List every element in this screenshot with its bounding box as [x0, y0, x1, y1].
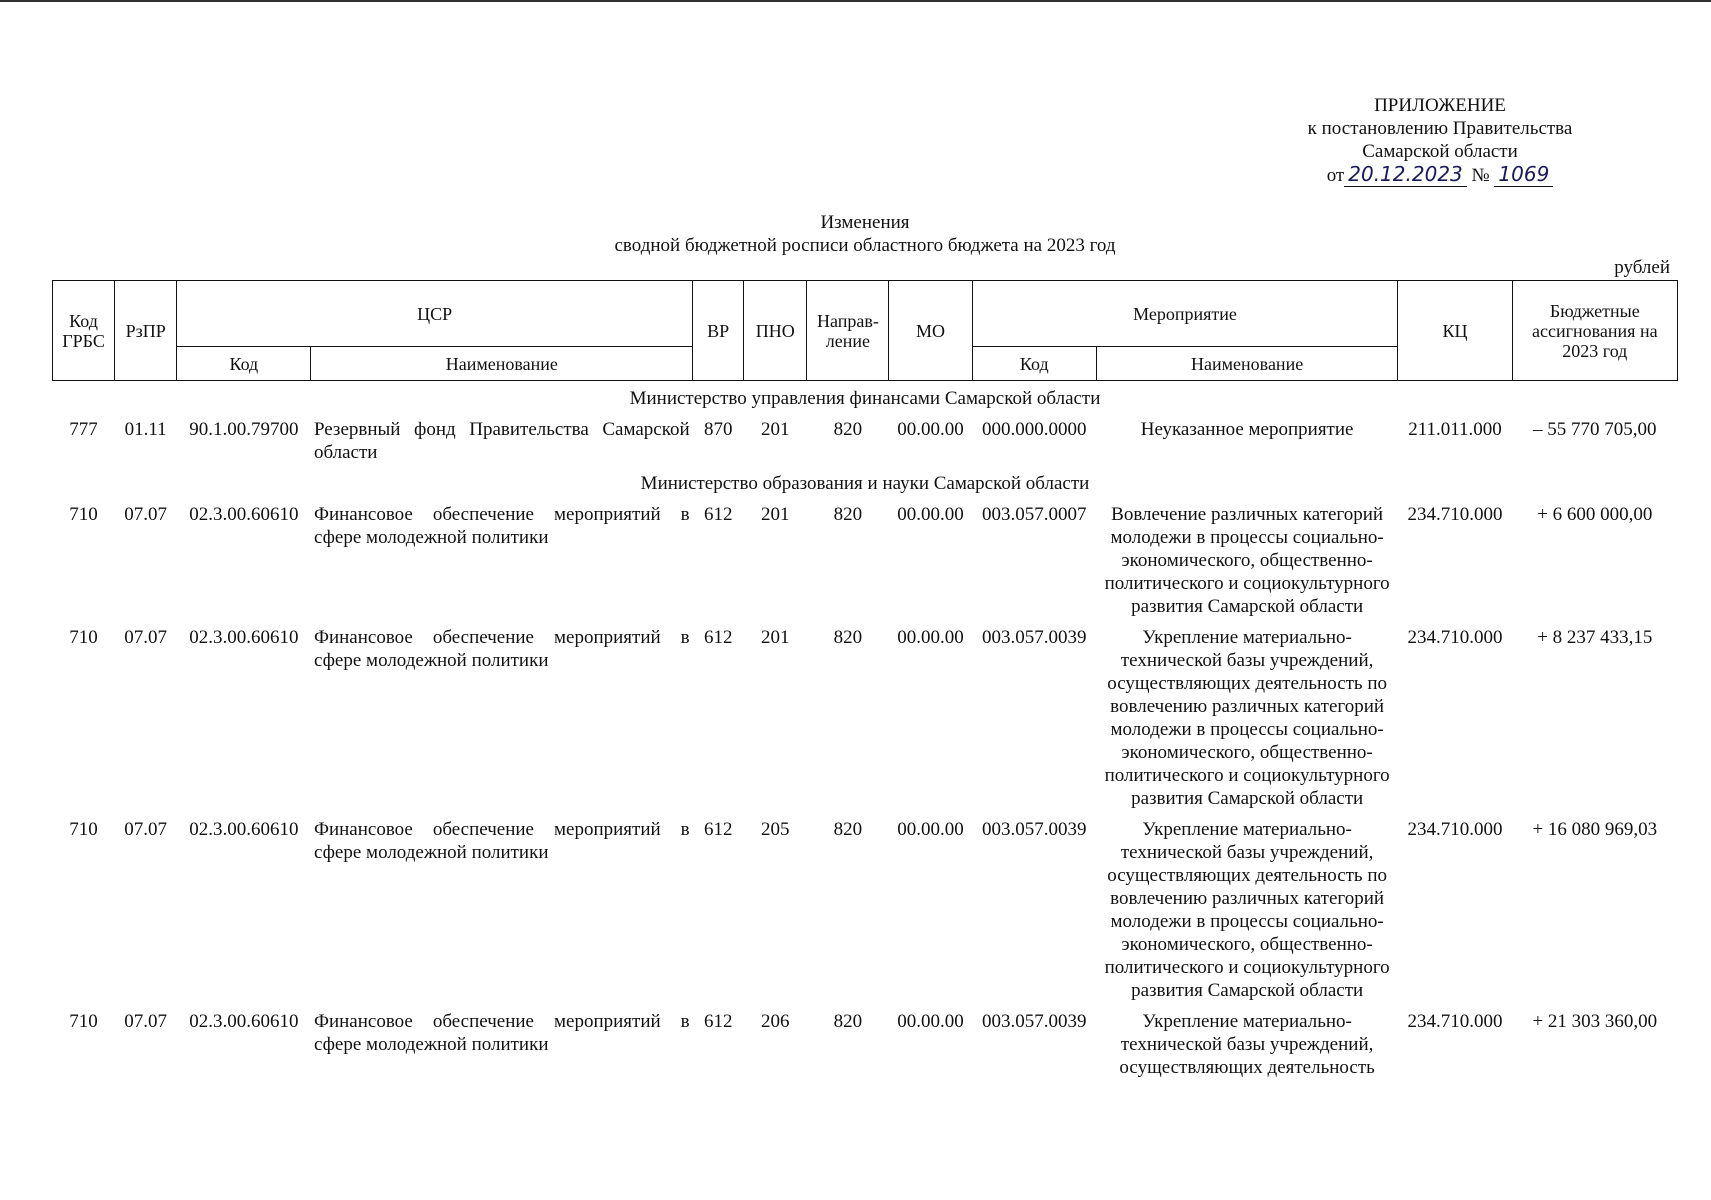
cell-csr-code: 02.3.00.60610 [189, 504, 299, 525]
cell-event-code: 003.057.0039 [981, 627, 1087, 648]
header-event-code: Код [972, 347, 1096, 381]
table-header [53, 281, 1678, 381]
header-kc: КЦ [1398, 281, 1512, 381]
cell-mo: 00.00.00 [897, 627, 964, 648]
cell-grbs: 710 [69, 819, 98, 840]
cell-kc: 234.710.000 [1407, 504, 1503, 525]
cell-csr-code: 02.3.00.60610 [189, 627, 299, 648]
cell-kc: 234.710.000 [1407, 819, 1503, 840]
table-row [53, 812, 1678, 1004]
number-prefix: № [1471, 165, 1490, 186]
cell-event-code: 003.057.0007 [981, 504, 1087, 525]
appendix-block [1290, 94, 1590, 187]
units-label: рублей [1614, 257, 1670, 278]
cell-amount: + 6 600 000,00 [1537, 504, 1653, 525]
cell-direction: 820 [833, 819, 863, 840]
cell-grbs: 710 [69, 504, 98, 525]
cell-direction: 820 [833, 504, 863, 525]
cell-mo: 00.00.00 [897, 1011, 964, 1032]
cell-amount: + 16 080 969,03 [1532, 819, 1658, 840]
cell-event-name: Укрепление материально-технической базы учреждений, осуществляющих деятельность по вовлечению различных категорий молодежи в процессы социально-экономического, общественно-политического и социокультурного развития Самарской области [1104, 627, 1390, 809]
table-row [53, 1004, 1678, 1081]
date-prefix: от [1326, 165, 1345, 186]
cell-amount: + 21 303 360,00 [1532, 1011, 1658, 1032]
cell-grbs: 710 [69, 1011, 98, 1032]
handwritten-date: 20.12.2023 [1344, 162, 1467, 187]
cell-mo: 00.00.00 [897, 819, 964, 840]
header-csr-code: Код [177, 347, 311, 381]
header-csr-name: Наименование [311, 347, 693, 381]
cell-vr: 612 [703, 819, 733, 840]
appendix-date-line [1290, 163, 1590, 187]
cell-csr-name: Финансовое обеспечение мероприятий в сфере молодежной политики [313, 1011, 690, 1055]
cell-vr: 870 [703, 419, 733, 440]
cell-event-name: Неуказанное мероприятие [1140, 419, 1354, 440]
appendix-line-2: Самарской области [1362, 141, 1518, 162]
cell-kc: 234.710.000 [1407, 627, 1503, 648]
cell-event-code: 003.057.0039 [981, 1011, 1087, 1032]
appendix-line-1: к постановлению Правительства [1307, 118, 1573, 139]
cell-csr-code: 90.1.00.79700 [189, 419, 299, 440]
cell-event-name: Вовлечение различных категорий молодежи в процессы социально-экономического, общественно-политического и социокультурного развития Самарской области [1104, 504, 1390, 617]
appendix-heading: ПРИЛОЖЕНИЕ [1374, 95, 1506, 116]
cell-pno: 206 [761, 1011, 790, 1032]
cell-kc: 211.011.000 [1408, 419, 1502, 440]
cell-grbs: 777 [69, 419, 98, 440]
cell-amount: – 55 770 705,00 [1533, 419, 1657, 440]
header-amount: Бюджетные ассигнования на 2023 год [1512, 281, 1677, 381]
title-line-1: Изменения [820, 212, 910, 233]
cell-rzpr: 07.07 [124, 504, 168, 525]
cell-csr-name: Финансовое обеспечение мероприятий в сфере молодежной политики [313, 627, 690, 671]
cell-rzpr: 07.07 [124, 627, 168, 648]
ministry-heading: Министерство управления финансами Самарской области [629, 388, 1101, 409]
header-vr: ВР [693, 281, 744, 381]
cell-vr: 612 [703, 627, 733, 648]
header-event-name: Наименование [1096, 347, 1398, 381]
cell-event-code: 000.000.0000 [981, 419, 1087, 440]
cell-pno: 201 [761, 627, 790, 648]
table-row [53, 620, 1678, 812]
cell-csr-code: 02.3.00.60610 [189, 1011, 299, 1032]
cell-event-name: Укрепление материально-технической базы учреждений, осуществляющих деятельность по вовлечению различных категорий молодежи в процессы социально-экономического, общественно-политического и социокультурного развития Самарской области [1104, 819, 1390, 1001]
cell-rzpr: 01.11 [124, 419, 167, 440]
cell-mo: 00.00.00 [897, 504, 964, 525]
header-csr: ЦСР [177, 281, 693, 347]
cell-pno: 205 [761, 819, 790, 840]
cell-rzpr: 07.07 [124, 819, 168, 840]
cell-grbs: 710 [69, 627, 98, 648]
cell-event-name: Укрепление материально-технической базы учреждений, осуществляющих деятельность [1119, 1011, 1375, 1078]
cell-kc: 234.710.000 [1407, 1011, 1503, 1032]
header-event: Мероприятие [972, 281, 1398, 347]
cell-event-code: 003.057.0039 [981, 819, 1087, 840]
table-row [53, 497, 1678, 620]
cell-rzpr: 07.07 [124, 1011, 168, 1032]
ministry-heading: Министерство образования и науки Самарской области [640, 473, 1090, 494]
header-mo: МО [889, 281, 972, 381]
cell-csr-code: 02.3.00.60610 [189, 819, 299, 840]
header-rzpr: РзПР [115, 281, 177, 381]
header-pno: ПНО [744, 281, 807, 381]
table-body [53, 381, 1678, 1082]
cell-direction: 820 [833, 1011, 863, 1032]
table-row [53, 412, 1678, 466]
title-line-2: сводной бюджетной росписи областного бюджета на 2023 год [614, 235, 1116, 256]
cell-vr: 612 [703, 504, 733, 525]
cell-vr: 612 [703, 1011, 733, 1032]
cell-direction: 820 [833, 419, 863, 440]
header-grbs: Код ГРБС [53, 281, 115, 381]
cell-pno: 201 [761, 419, 790, 440]
cell-direction: 820 [833, 627, 863, 648]
cell-csr-name: Финансовое обеспечение мероприятий в сфере молодежной политики [313, 819, 690, 863]
cell-csr-name: Резервный фонд Правительства Самарской области [313, 419, 690, 463]
cell-amount: + 8 237 433,15 [1537, 627, 1653, 648]
cell-csr-name: Финансовое обеспечение мероприятий в сфере молодежной политики [313, 504, 690, 548]
cell-pno: 201 [761, 504, 790, 525]
document-title [500, 211, 1230, 257]
budget-table [52, 280, 1678, 1081]
header-direction: Направ-ление [807, 281, 889, 381]
cell-mo: 00.00.00 [897, 419, 964, 440]
handwritten-number: 1069 [1494, 162, 1553, 187]
page-top-border [0, 0, 1711, 2]
